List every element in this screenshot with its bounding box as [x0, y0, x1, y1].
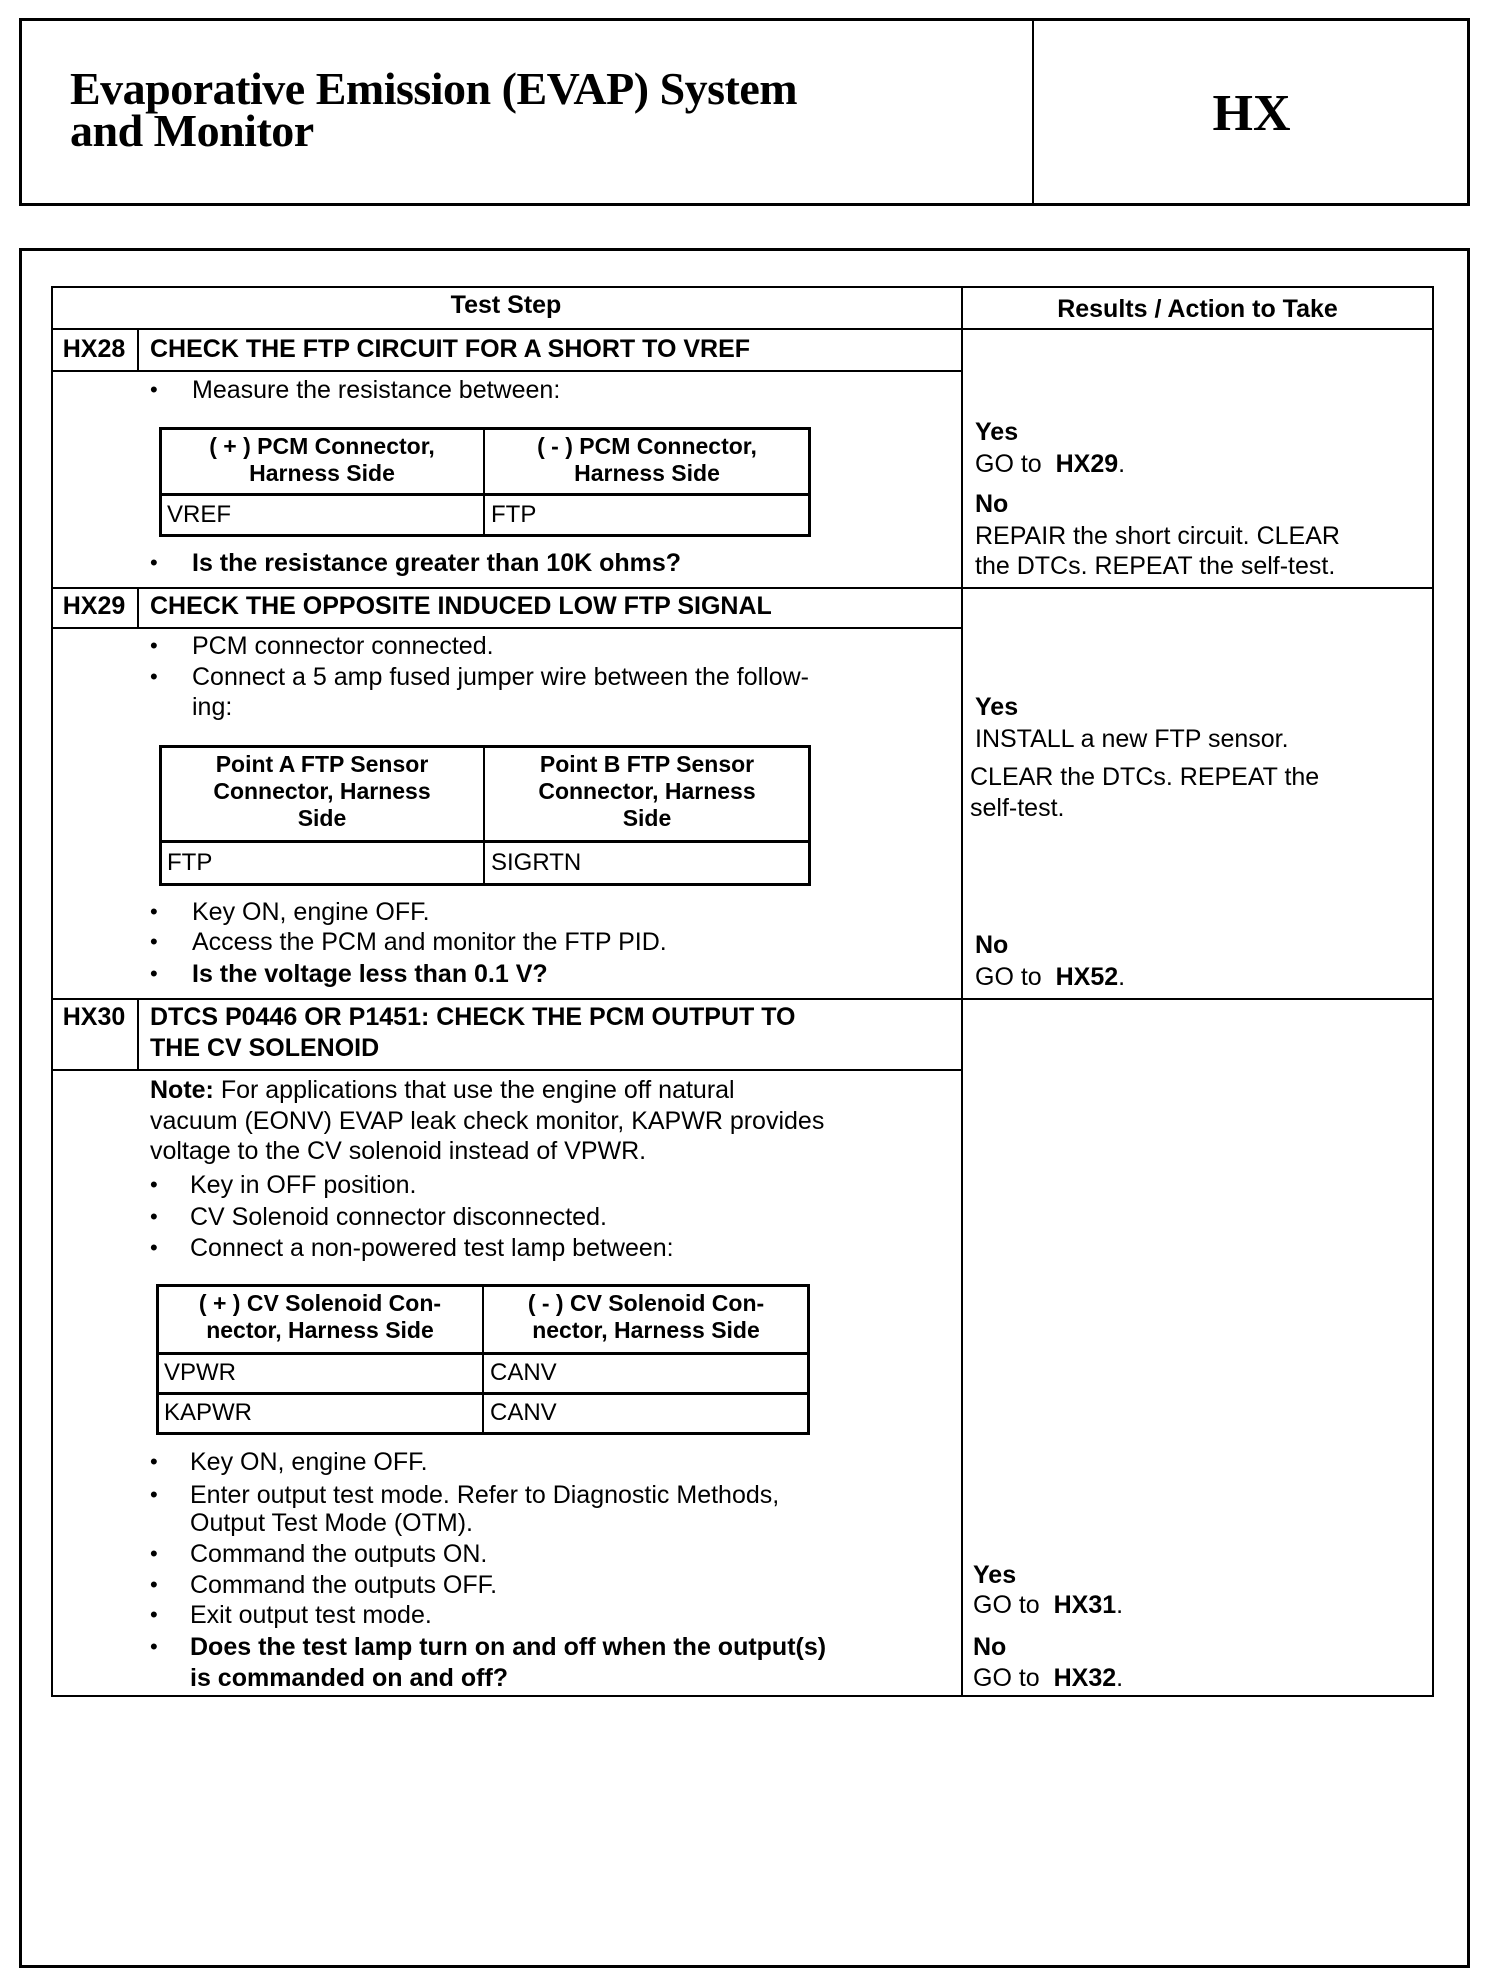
period: . — [1116, 1591, 1124, 1619]
result-no-label: No — [975, 931, 1009, 959]
header-text: ( - ) PCM Connector, — [537, 433, 757, 459]
connector-table-divider — [482, 1284, 484, 1435]
connector-table-header-border — [159, 840, 811, 843]
header-text: Side — [297, 805, 347, 831]
connector-table-header-border — [159, 493, 811, 496]
connector-header — [159, 1290, 481, 1344]
result-no-action — [975, 962, 1125, 992]
step-title-border — [51, 627, 961, 629]
page-title-line1: Evaporative Emission (EVAP) System — [70, 63, 798, 114]
header-text: Connector, Harness — [213, 778, 431, 804]
period: . — [1118, 450, 1126, 478]
question: Is the resistance greater than 10K ohms? — [192, 549, 682, 577]
header-text: Harness Side — [249, 460, 395, 486]
instruction: Key ON, engine OFF. — [192, 898, 430, 926]
result-no-action: REPAIR the short circuit. CLEAR — [975, 522, 1340, 550]
instruction: Command the outputs OFF. — [190, 1571, 498, 1599]
col-header-test-step: Test Step — [450, 291, 562, 319]
instruction: CV Solenoid connector disconnected. — [190, 1203, 607, 1231]
result-yes-action: self-test. — [970, 794, 1065, 822]
bullet-icon: • — [150, 899, 158, 924]
result-no-action: the DTCs. REPEAT the self-test. — [975, 552, 1336, 580]
note-text: For applications that use the engine off natural — [213, 1076, 735, 1104]
bullet-icon: • — [150, 377, 158, 402]
result-no-label: No — [975, 490, 1009, 518]
bullet-icon: • — [150, 1602, 158, 1627]
goto-text: GO to — [973, 1591, 1040, 1619]
instruction: Enter output test mode. Refer to Diagnostic Methods, — [190, 1481, 780, 1509]
instruction: Output Test Mode (OTM). — [190, 1509, 473, 1537]
section-code: HX — [1212, 85, 1291, 142]
connector-header — [486, 433, 808, 487]
bullet-icon: • — [150, 1172, 158, 1197]
goto-step-link[interactable]: HX32 — [1053, 1664, 1117, 1692]
step-id: HX30 — [62, 1003, 126, 1031]
goto-step-link[interactable]: HX29 — [1055, 450, 1119, 478]
header-text: Point B FTP Sensor — [539, 751, 755, 777]
bullet-icon: • — [150, 633, 158, 658]
connector-cell: VPWR — [164, 1359, 236, 1386]
connector-cell: CANV — [490, 1399, 557, 1426]
bullet-icon: • — [150, 550, 158, 575]
connector-cell: FTP — [491, 501, 537, 528]
connector-cell: VREF — [167, 501, 232, 528]
bullet-icon: • — [150, 1634, 158, 1659]
header-text: ( + ) CV Solenoid Con- — [198, 1290, 442, 1316]
header-text: ( + ) PCM Connector, — [209, 433, 435, 459]
step-title-border — [51, 1069, 961, 1071]
connector-cell: SIGRTN — [491, 849, 582, 876]
result-yes-action — [973, 1590, 1123, 1620]
result-no-label: No — [973, 1633, 1007, 1661]
connector-table-row-border — [156, 1392, 810, 1395]
bullet-icon: • — [150, 1204, 158, 1229]
step-id: HX28 — [62, 335, 126, 363]
connector-cell: KAPWR — [164, 1399, 253, 1426]
question: is commanded on and off? — [190, 1664, 509, 1692]
step-title: CHECK THE FTP CIRCUIT FOR A SHORT TO VREF — [150, 335, 751, 363]
result-yes-label: Yes — [975, 418, 1019, 446]
page-title-line2: and Monitor — [70, 105, 314, 156]
bullet-icon: • — [150, 1449, 158, 1474]
step-border — [51, 998, 1434, 1000]
note-text: voltage to the CV solenoid instead of VPWR. — [150, 1137, 647, 1165]
header-text: ( - ) CV Solenoid Con- — [527, 1290, 765, 1316]
instruction: Command the outputs ON. — [190, 1540, 488, 1568]
header-text: Connector, Harness — [538, 778, 756, 804]
connector-table-divider — [483, 745, 485, 886]
bullet-icon: • — [150, 1235, 158, 1260]
bullet-icon: • — [150, 1572, 158, 1597]
period: . — [1118, 963, 1126, 991]
header-text: Harness Side — [574, 460, 720, 486]
instruction: Connect a 5 amp fused jumper wire between the follow- — [192, 663, 809, 691]
instruction: Measure the resistance between: — [192, 376, 561, 404]
header-text: Point A FTP Sensor — [215, 751, 429, 777]
instruction: Exit output test mode. — [190, 1601, 432, 1629]
header-text: nector, Harness Side — [532, 1317, 760, 1343]
goto-step-link[interactable]: HX52 — [1055, 963, 1119, 991]
goto-text: GO to — [975, 963, 1042, 991]
result-yes-action: CLEAR the DTCs. REPEAT the — [970, 763, 1320, 791]
result-yes-label: Yes — [975, 693, 1019, 721]
note-label: Note: — [150, 1076, 214, 1104]
instruction: Access the PCM and monitor the FTP PID. — [192, 928, 667, 956]
question: Is the voltage less than 0.1 V? — [192, 960, 548, 988]
result-yes-action — [975, 449, 1125, 479]
connector-header — [162, 433, 482, 487]
step-id-divider — [137, 998, 139, 1069]
result-yes-label: Yes — [973, 1561, 1017, 1589]
goto-step-link[interactable]: HX31 — [1053, 1591, 1117, 1619]
goto-text: GO to — [975, 450, 1042, 478]
step-title: CHECK THE OPPOSITE INDUCED LOW FTP SIGNAL — [150, 592, 772, 620]
step-id: HX29 — [62, 592, 126, 620]
connector-table-header-border — [156, 1352, 810, 1355]
header-row-border — [51, 328, 1434, 330]
header-text: Side — [622, 805, 672, 831]
header-text: nector, Harness Side — [206, 1317, 434, 1343]
note-text: vacuum (EONV) EVAP leak check monitor, KAPWR provides — [150, 1107, 825, 1135]
bullet-icon: • — [150, 961, 158, 986]
goto-text: GO to — [973, 1664, 1040, 1692]
instruction: Key ON, engine OFF. — [190, 1448, 428, 1476]
connector-table-divider — [483, 427, 485, 537]
connector-header — [162, 751, 482, 832]
instruction: Connect a non-powered test lamp between: — [190, 1234, 674, 1262]
bullet-icon: • — [150, 1482, 158, 1507]
bullet-icon: • — [150, 664, 158, 689]
column-divider — [961, 286, 963, 1697]
connector-header — [485, 1290, 807, 1344]
connector-header — [486, 751, 808, 832]
step-id-divider — [137, 328, 139, 370]
result-yes-action: INSTALL a new FTP sensor. — [975, 725, 1289, 753]
instruction: ing: — [192, 693, 233, 721]
note — [150, 1075, 735, 1105]
instruction: Key in OFF position. — [190, 1171, 417, 1199]
bullet-icon: • — [150, 1541, 158, 1566]
step-title: DTCS P0446 OR P1451: CHECK THE PCM OUTPUT TO — [150, 1003, 796, 1031]
connector-cell: CANV — [490, 1359, 557, 1386]
col-header-results: Results / Action to Take — [1057, 295, 1338, 323]
step-title: THE CV SOLENOID — [150, 1034, 380, 1062]
step-id-divider — [137, 587, 139, 627]
result-no-action — [973, 1663, 1123, 1693]
period: . — [1116, 1664, 1124, 1692]
question: Does the test lamp turn on and off when the output(s) — [190, 1633, 827, 1661]
connector-cell: FTP — [167, 849, 213, 876]
instruction: PCM connector connected. — [192, 632, 494, 660]
step-title-border — [51, 370, 961, 372]
step-border — [51, 587, 1434, 589]
bullet-icon: • — [150, 929, 158, 954]
